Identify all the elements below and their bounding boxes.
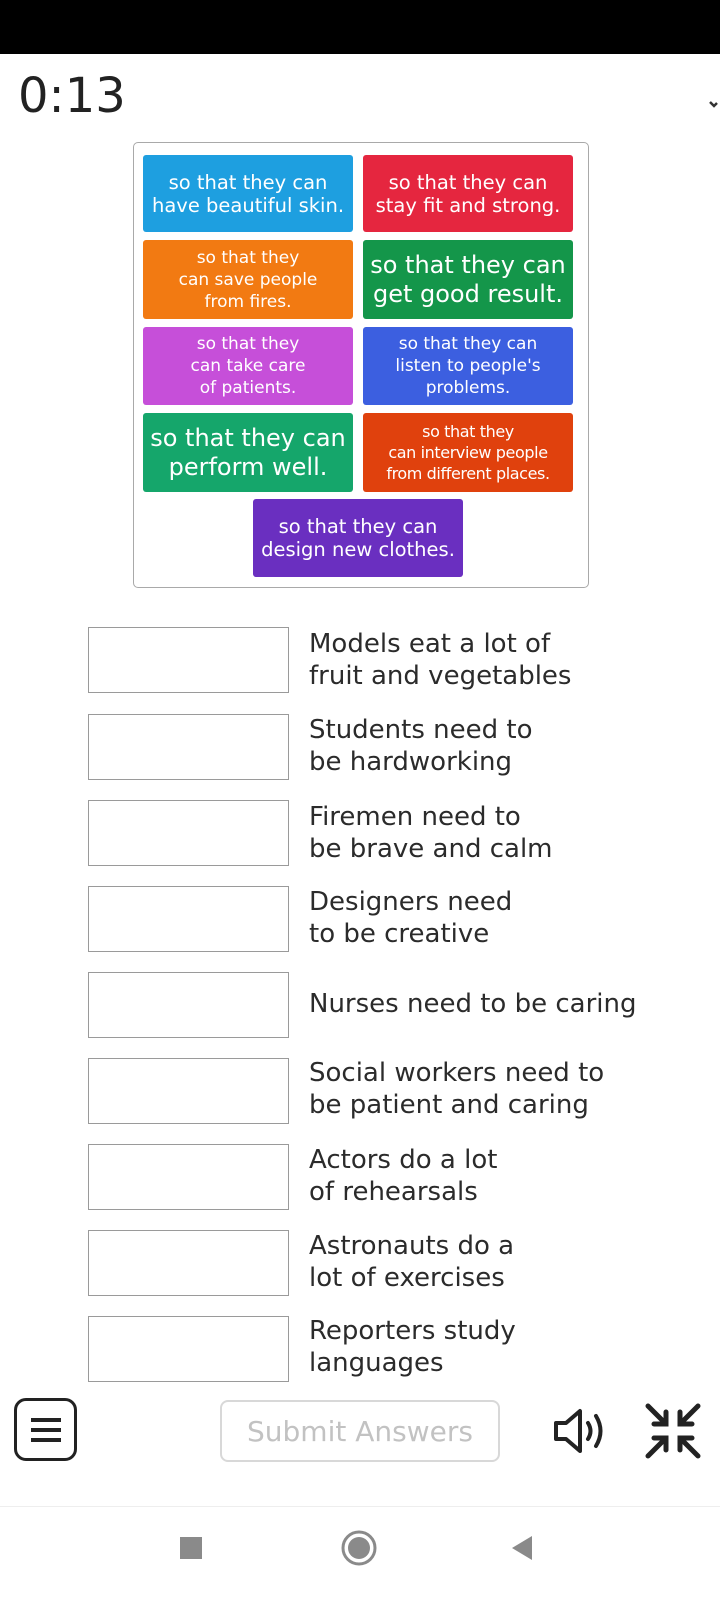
prompt-5: Nurses need to be caring [309,989,637,1019]
tile-design-clothes[interactable] [253,499,463,577]
prompt-8: Astronauts do a lot of exercises [309,1231,515,1293]
drop-box-9[interactable] [88,1316,289,1382]
tile-text: so that they can design new clothes. [261,515,455,561]
back-triangle-icon[interactable] [508,1534,536,1562]
menu-icon [28,1414,64,1446]
tile-fit-and-strong[interactable] [363,155,573,232]
prompt-1: Models eat a lot of fruit and vegetables [309,629,572,691]
tile-text: so that they can perform well. [150,423,346,481]
tile-beautiful-skin[interactable] [143,155,353,232]
menu-button[interactable] [14,1398,77,1461]
tile-text: so that they can have beautiful skin. [151,170,345,217]
tile-care-of-patients[interactable] [143,327,353,405]
answer-tile-tray [133,142,589,588]
recents-square-icon[interactable] [178,1535,204,1561]
prompt-7: Actors do a lot of rehearsals [309,1145,498,1207]
tile-interview-people[interactable] [363,413,573,492]
submit-answers-button[interactable]: Submit Answers [220,1400,500,1462]
prompt-2: Students need to be hardworking [309,715,533,777]
tile-perform-well[interactable] [143,413,353,492]
prompt-3: Firemen need to be brave and calm [309,802,553,864]
drop-box-6[interactable] [88,1058,289,1124]
tile-listen-to-problems[interactable] [363,327,573,405]
system-navigation-bar [0,1506,720,1601]
exit-fullscreen-icon[interactable] [644,1402,702,1460]
drop-box-5[interactable] [88,972,289,1038]
prompt-6: Social workers need to be patient and caring [309,1058,605,1120]
drop-box-8[interactable] [88,1230,289,1296]
tile-text: so that they can stay fit and strong. [375,170,561,217]
tile-text: so that they can take care of patients. [190,334,306,398]
home-circle-icon[interactable] [340,1529,378,1567]
prompt-4: Designers need to be creative [309,887,513,949]
drop-box-7[interactable] [88,1144,289,1210]
tile-text: so that they can interview people from different places. [386,422,550,483]
tile-save-people[interactable] [143,240,353,319]
drop-box-3[interactable] [88,800,289,866]
status-bar [0,0,720,54]
prompt-9: Reporters study languages [309,1316,516,1378]
tile-good-result[interactable] [363,240,573,319]
drop-box-4[interactable] [88,886,289,952]
drop-box-2[interactable] [88,714,289,780]
tile-text: so that they can save people from fires. [178,247,318,312]
tile-text: so that they can listen to people's problems. [395,334,541,398]
timer: 0:13 [18,68,126,124]
speaker-icon[interactable] [552,1406,610,1456]
activity-screen [0,54,720,1506]
drop-box-1[interactable] [88,627,289,693]
tile-text: so that they can get good result. [370,250,566,308]
chevron-icon [708,100,718,110]
